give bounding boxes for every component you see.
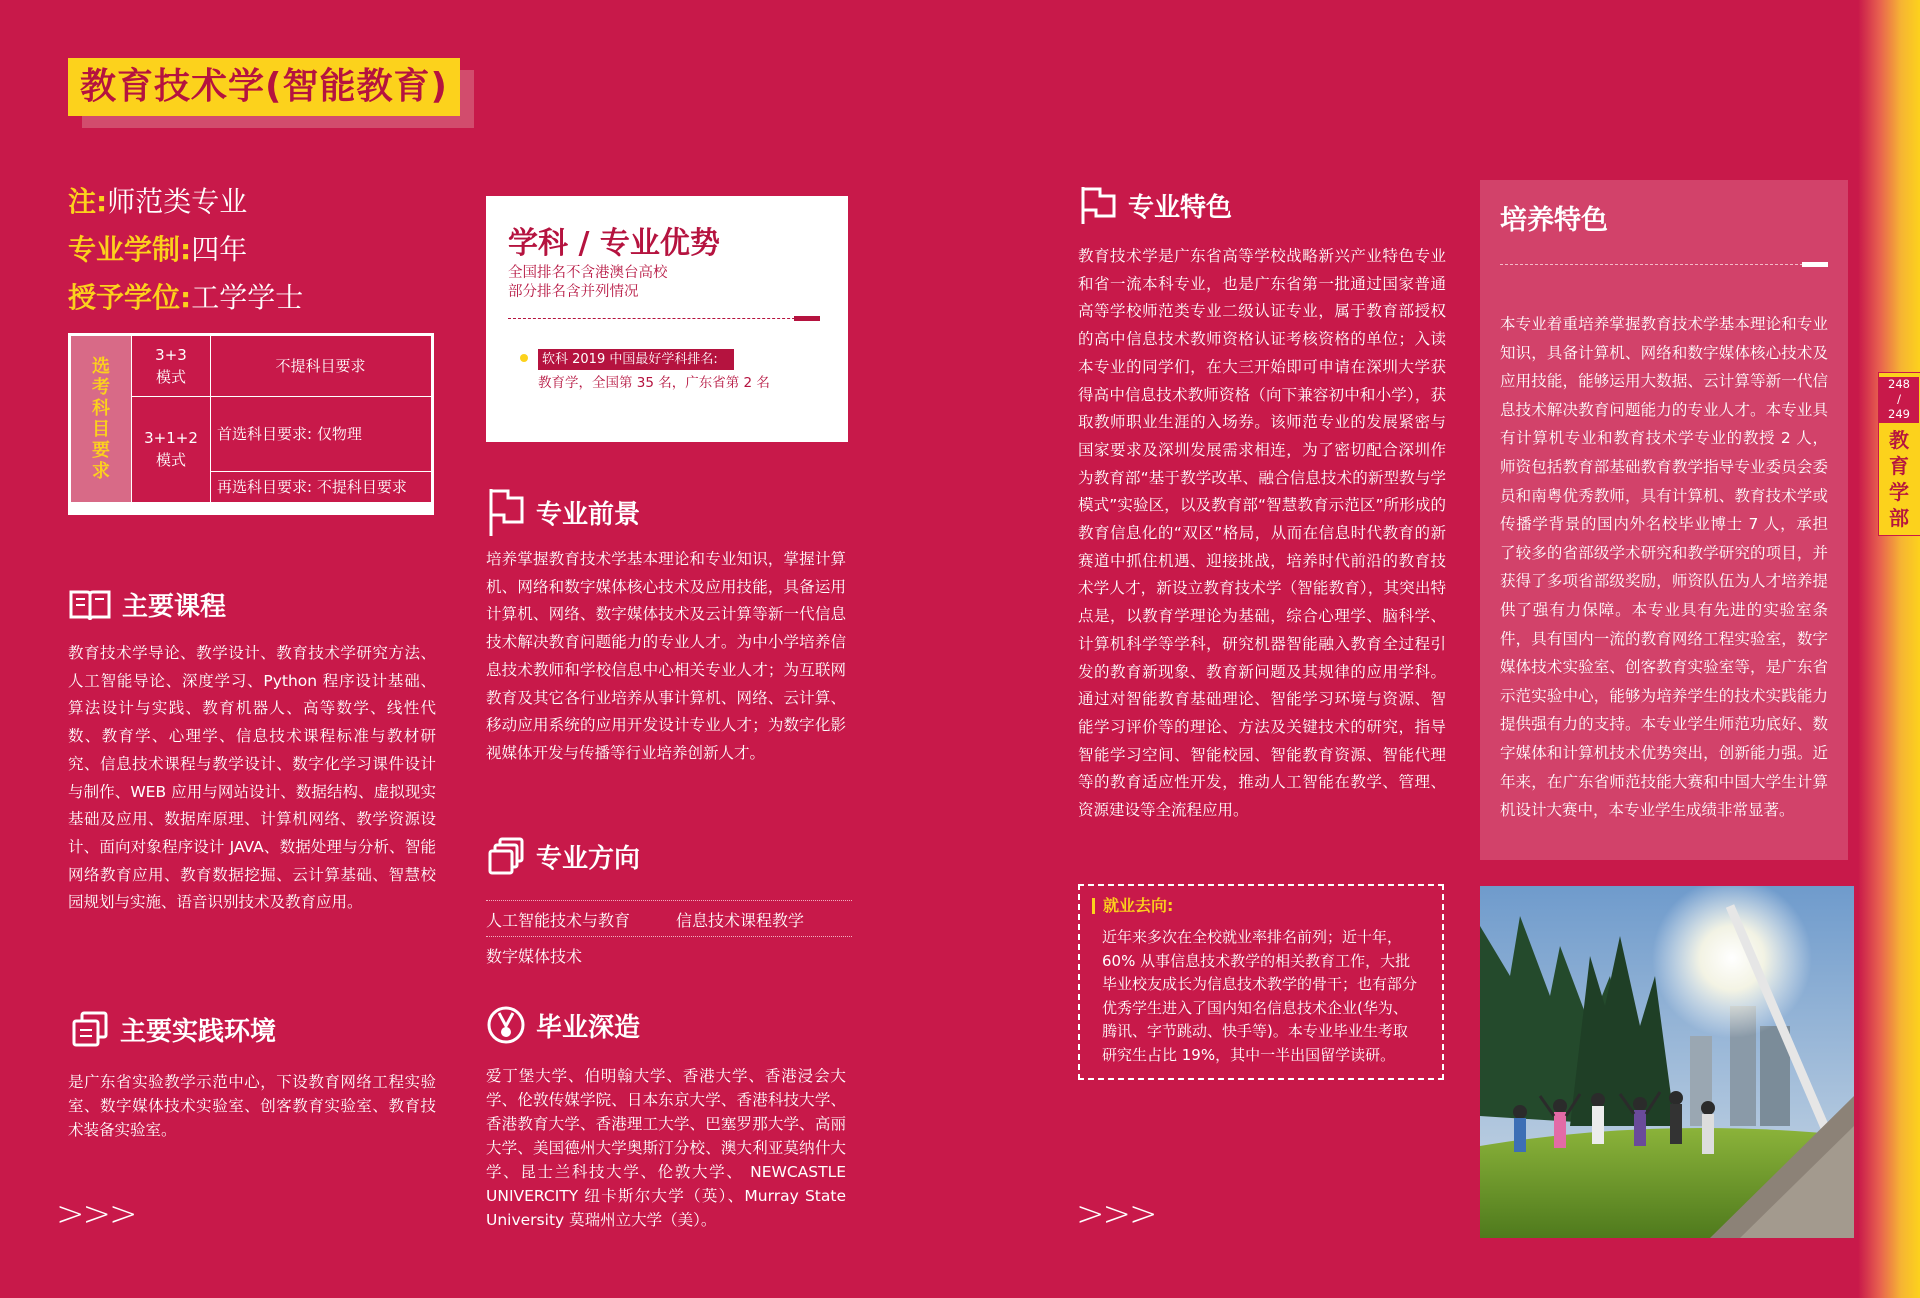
employment-text: 近年来多次在全校就业率排名前列；近十年，60% 从事信息技术教学的相关教育工作，大批毕业校友成长为信息技术教学的骨干；也有部分优秀学生进入了国内知名信息技术企业(华为、腾讯、字节跳动、快手等)。本专业毕业生考取研究生占比 19%，其中一半出国留学读研。 — [1102, 928, 1418, 1064]
edge-gradient — [1858, 0, 1920, 1298]
layers-icon — [486, 836, 526, 876]
side-tab[interactable] — [1878, 372, 1920, 536]
table-req-cell: 再选科目要求: 不提科目要求 — [211, 471, 432, 502]
page-title: 教育技术学(智能教育) — [68, 58, 460, 116]
section-title: 毕业深造 — [536, 1012, 641, 1043]
divider — [508, 318, 820, 319]
advantage-subtitle: 全国排名不含港澳台高校 部分排名含并列情况 — [508, 265, 668, 300]
direction-item: 人工智能技术与教育 — [486, 911, 631, 930]
divider — [1500, 264, 1828, 265]
divider-end — [1802, 262, 1828, 267]
cultivation-text: 本专业着重培养掌握教育技术学基本理论和专业知识，具备计算机、网络和数字媒体核心技术及应用技能，能够运用大数据、云计算等新一代信息技术解决教育问题能力的专业人才。本专业具有计算机专业和教育技术学专业的教授 2 人，师资包括教育部基础教育教学指导专业委员会委员和南粤优秀教师，具有计算机、教育技术学或传播学背景的国内外名校毕业博士 7 人，承担了较多的省部级学术研究和教学研究的项目，并获得了多项省部级奖励，师资队伍为人才培养提供了强有力保障。本专业具有先进的实验室条件，具有国内一流的教育网络工程实验室，数字媒体技术实验室、创客教育实验室等，是广东省示范实验中心，能够为培养学生的技术实践能力提供强有力的支持。本专业学生师范功底好、数字媒体和计算机技术优势突出，创新能力强。近年来，在广东省师范技能大赛和中国大学生计算机设计大赛中，本专业学生成绩非常显著。 — [1500, 315, 1828, 820]
section-title: 专业特色 — [1128, 192, 1233, 223]
practice-heading — [70, 1010, 276, 1048]
page-number: 248 / 249 — [1879, 377, 1919, 423]
book-icon — [68, 587, 112, 623]
direction-item: 数字媒体技术 — [486, 947, 583, 966]
meta-key: 授予学位: — [68, 281, 192, 314]
section-title: 主要实践环境 — [120, 1016, 277, 1047]
section-title: 主要课程 — [122, 592, 227, 622]
flag-icon — [1078, 184, 1118, 226]
divider — [486, 936, 852, 937]
meta-value: 师范类专业 — [107, 185, 248, 218]
meta-duration — [68, 232, 247, 268]
meta-value: 四年 — [191, 233, 248, 266]
features-heading — [1078, 184, 1232, 226]
features-text: 教育技术学是广东省高等学校战略新兴产业特色专业和省一流本科专业，也是广东省第一批通过国家普通高等学校师范类专业二级认证专业，属于教育部授权的高中信息技术教师资格认证考核资格的单位；入读本专业的同学们，在大三开始即可申请在深圳大学获得高中信息技术教师资格（向下兼容初中和小学），获取教师职业生涯的入场券。该师范专业的发展紧密与国家要求及深圳发展需求相连，为了密切配合深圳作为教育部“基于教学改革、融合信息技术的新型教与学模式”实验区，以及教育部“智慧教育示范区”所形成的教育信息化的“双区”格局，从而在信息时代教育的新赛道中抓住机遇、迎接挑战，培养时代前沿的教育技术学人才，新设立教育技术学（智能教育），其突出特点是，以教育学理论为基础，综合心理学、脑科学、计算机科学等学科，研究机器智能融入教育全过程引发的教育新现象、教育新问题及其规律的应用学科。通过对智能教育基础理论、智能学习环境与资源、智能学习评价等的理论、方法及关键技术的研究，指导智能学习空间、智能校园、智能教育资源、智能代理等的教育适应性开发，推动人工智能在教学、管理、资源建设等全流程应用。 — [1078, 247, 1446, 820]
further-study-heading — [486, 1004, 640, 1046]
next-arrows[interactable]: >>> — [56, 1194, 136, 1234]
table-side-label: 选 考 科 目 要 求 — [71, 336, 132, 503]
direction-item: 信息技术课程教学 — [676, 911, 805, 930]
divider-end — [794, 316, 820, 321]
courses-heading — [68, 586, 226, 623]
employment-box — [1078, 884, 1444, 1080]
flag-icon — [486, 486, 526, 538]
table-mode-cell: 3+3 模式 — [132, 336, 211, 397]
divider — [486, 900, 852, 901]
cultivation-title: 培养特色 — [1500, 205, 1608, 236]
direction-heading — [486, 836, 640, 876]
table-req-cell: 首选科目要求: 仅物理 — [211, 396, 432, 471]
section-title: 专业前景 — [536, 499, 641, 530]
meta-value: 工学学士 — [191, 281, 304, 314]
employment-label: 就业去向: — [1092, 898, 1173, 914]
prospect-text: 培养掌握教育技术学基本理论和专业知识，掌握计算机、网络和数字媒体核心技术及应用技能，具备运用计算机、网络、数字媒体技术及云计算等新一代信息技术解决教育问题能力的专业人才。为中小学培养信息技术教师和学校信息中心相关专业人才；为互联网教育及其它各行业培养从事计算机、网络、云计算、移动应用系统的应用开发设计专业人才；为数字化影视媒体开发与传播等行业培养创新人才。 — [486, 550, 846, 762]
meta-key: 专业学制: — [68, 233, 192, 266]
section-title: 专业方向 — [536, 843, 641, 874]
table-mode-cell: 3+1+2 模式 — [132, 396, 211, 502]
advantage-highlight: 软科 2019 中国最好学科排名: — [538, 349, 734, 370]
table-req-cell: 不提科目要求 — [211, 336, 432, 397]
prospect-heading — [486, 486, 640, 538]
cultivation-card — [1480, 180, 1848, 860]
subject-requirement-table — [68, 333, 434, 515]
badge-icon — [486, 1004, 526, 1046]
meta-key: 注: — [68, 185, 108, 218]
meta-note — [68, 184, 247, 220]
advantage-detail: 教育学，全国第 35 名，广东省第 2 名 — [538, 375, 770, 391]
practice-text: 是广东省实验教学示范中心，下设教育网络工程实验室、数字媒体技术实验室、创客教育实验室、教育技术装备实验室。 — [68, 1073, 436, 1139]
advantage-title: 学科 / 专业优势 — [508, 226, 720, 261]
bullet-dot — [520, 354, 528, 362]
courses-text: 教育技术学导论、教学设计、教育技术学研究方法、人工智能导论、深度学习、Python 程序设计基础、算法设计与实践、教育机器人、高等数学、线性代数、教育学、心理学、信息技术课程标准与教材研究、信息技术课程与教学设计、数字化学习课件设计与制作、WEB 应用与网站设计、数据结构、虚拟现实基础及应用、数据库原理、计算机网络、教学资源设计、面向对象程序设计 JAVA、数据处理与分析、智能网络教育应用、教育数据挖掘、云计算基础、智慧校园规划与实施、语音识别技术及教育应用。 — [68, 644, 436, 912]
next-arrows[interactable]: >>> — [1076, 1194, 1156, 1234]
meta-degree — [68, 280, 303, 316]
lab-icon — [70, 1010, 110, 1048]
further-study-text: 爱丁堡大学、伯明翰大学、香港大学、香港浸会大学、伦敦传媒学院、日本东京大学、香港科技大学、香港教育大学、香港理工大学、巴塞罗那大学、高丽大学、美国德州大学奥斯汀分校、澳大利亚莫纳什大学、昆士兰科技大学、伦敦大学、 NEWCASTLE UNIVERCITY 纽卡斯尔大学（英）、Murray State University 莫瑞州立大学（美）。 — [486, 1067, 846, 1229]
campus-photo — [1480, 886, 1854, 1238]
side-tab-label: 教 育 学 部 — [1889, 428, 1909, 530]
advantage-card — [486, 196, 848, 442]
